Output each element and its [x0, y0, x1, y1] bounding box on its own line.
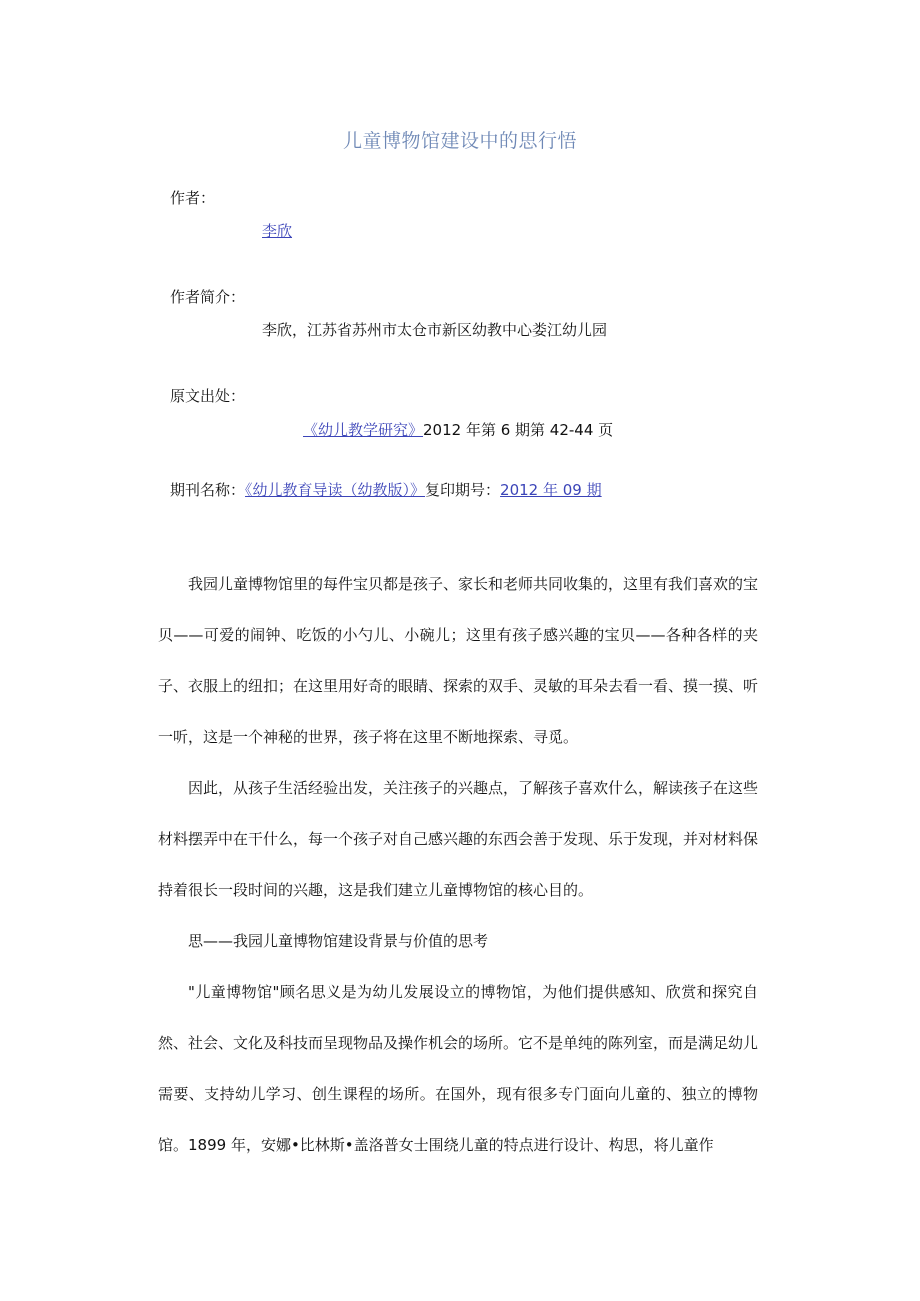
paragraph: 我园儿童博物馆里的每件宝贝都是孩子、家长和老师共同收集的，这里有我们喜欢的宝贝——可爱的闹钟、吃饭的小勺儿、小碗儿；这里有孩子感兴趣的宝贝——各种各样的夹子、衣服上的纽扣；在这里用好奇的眼睛、探索的双手、灵敏的耳朵去看一看、摸一摸、听一听，这是一个神秘的世界，孩子将在这里不断地探索、寻觅。: [158, 575, 759, 746]
reprint-label: 复印期号：: [425, 481, 501, 499]
page-title: 儿童博物馆建设中的思行悟: [342, 130, 577, 152]
journal-name-link[interactable]: 《幼儿教育导读（幼教版）》: [245, 481, 426, 499]
journal-row: [170, 479, 602, 500]
source-line: [303, 419, 613, 440]
article-body: [158, 559, 758, 1171]
bio-text: 李欣，江苏省苏州市太仓市新区幼教中心娄江幼儿园: [262, 321, 608, 339]
reprint-issue-link[interactable]: 2012 年 09 期: [500, 481, 602, 499]
author-name-link[interactable]: 李欣: [262, 222, 293, 240]
author-label: 作者：: [170, 189, 216, 207]
source-label: 原文出处：: [170, 387, 246, 405]
source-journal-link[interactable]: 《幼儿教学研究》: [303, 421, 424, 439]
section-heading: 思——我园儿童博物馆建设背景与价值的思考: [188, 932, 489, 950]
bio-label: 作者简介：: [170, 288, 246, 306]
journal-label: 期刊名称：: [170, 481, 246, 499]
paragraph: 因此，从孩子生活经验出发，关注孩子的兴趣点，了解孩子喜欢什么，解读孩子在这些材料摆弄中在干什么，每一个孩子对自己感兴趣的东西会善于发现、乐于发现，并对材料保持着很长一段时间的兴趣，这是我们建立儿童博物馆的核心目的。: [158, 779, 759, 899]
source-detail: 2012 年第 6 期第 42-44 页: [423, 421, 614, 439]
paragraph: "儿童博物馆"顾名思义是为幼儿发展设立的博物馆，为他们提供感知、欣赏和探究自然、社会、文化及科技而呈现物品及操作机会的场所。它不是单纯的陈列室，而是满足幼儿需要、支持幼儿学习、创生课程的场所。在国外，现有很多专门面向儿童的、独立的博物馆。1899 年，安娜•比林斯•盖洛普女士围绕儿童的特点进行设计、构思，将儿童作: [158, 983, 759, 1154]
